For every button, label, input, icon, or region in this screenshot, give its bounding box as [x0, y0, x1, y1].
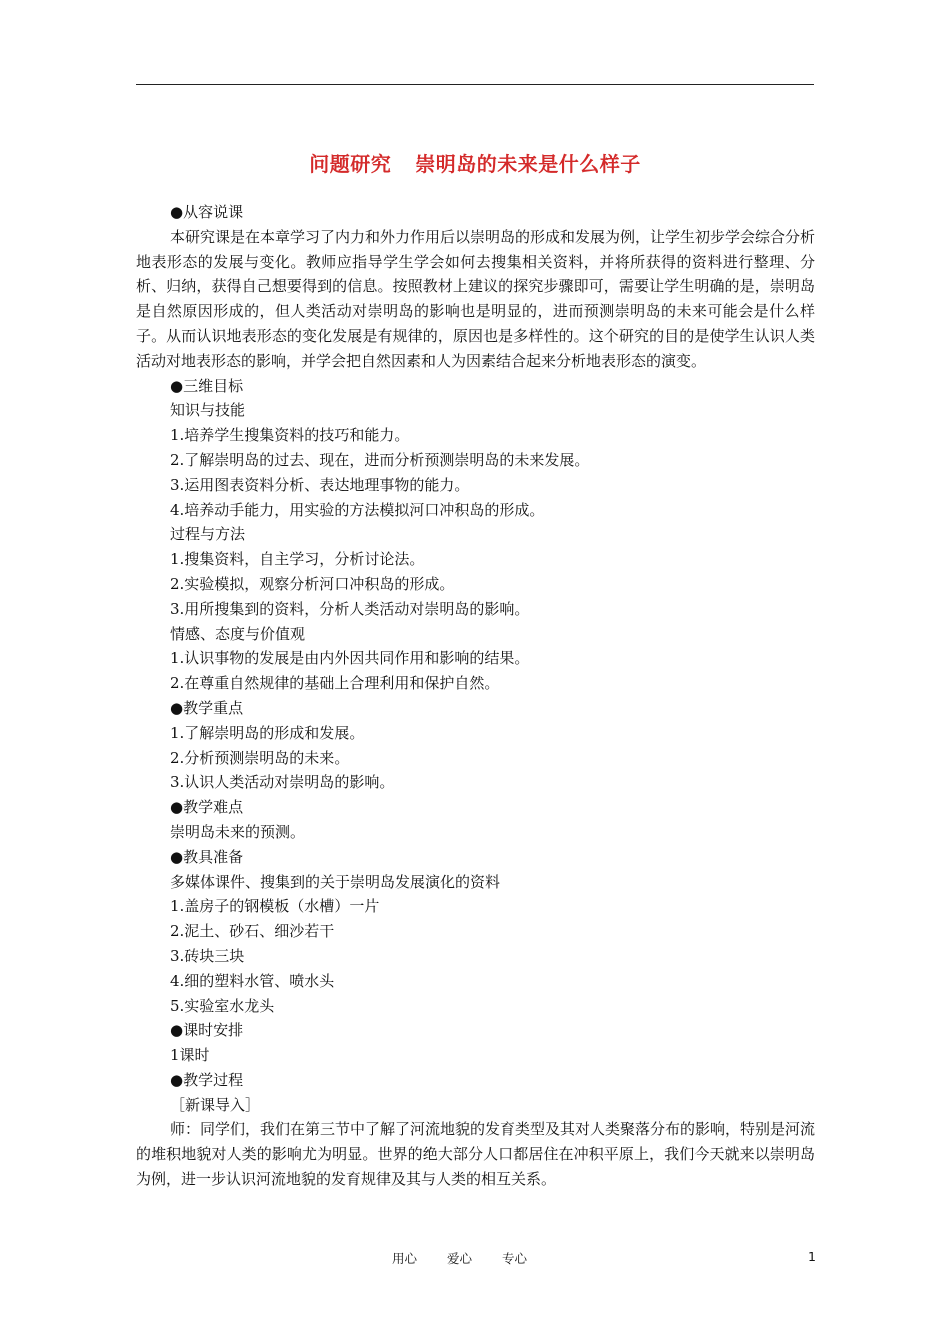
subsection-heading: 情感、态度与价值观 — [170, 624, 306, 643]
title-part-1: 问题研究 — [309, 152, 392, 176]
section-heading: ●三维目标 — [170, 376, 244, 395]
teacher-paragraph: 师：同学们，我们在第三节中了解了河流地貌的发育类型及其对人类聚落分布的影响，特别是河流的堆积地貌对人类的影响尤为明显。世界的绝大部分人口都居住在冲积平原上，我们今天就来以崇明岛为例，进一步认识河流地貌的发育规律及其与人类的相互关系。 — [136, 1120, 816, 1189]
list-item: 1.盖房子的钢模板（水槽）一片 — [170, 897, 380, 916]
document-title — [136, 148, 814, 177]
section-heading: ●从容说课 — [170, 203, 244, 221]
body-text: 1课时 — [170, 1046, 210, 1065]
list-item: 2.分析预测崇明岛的未来。 — [170, 748, 350, 767]
list-item: 2.在尊重自然规律的基础上合理利用和保护自然。 — [170, 674, 500, 693]
body-text: 崇明岛未来的预测。 — [170, 822, 306, 841]
section-heading: ●教具准备 — [170, 847, 244, 866]
list-item: 3.用所搜集到的资料，分析人类活动对崇明岛的影响。 — [170, 599, 530, 618]
list-item: 多媒体课件、搜集到的关于崇明岛发展演化的资料 — [170, 872, 501, 891]
footer-motto — [392, 1249, 557, 1267]
list-item: 3.运用图表资料分析、表达地理事物的能力。 — [170, 475, 470, 494]
section-heading: ●教学重点 — [170, 698, 244, 717]
footer-motto-3: 专心 — [502, 1251, 528, 1266]
list-item: 4.细的塑料水管、喷水头 — [170, 971, 335, 990]
subsection-heading: ［新课导入］ — [170, 1095, 261, 1114]
subsection-heading: 知识与技能 — [170, 401, 246, 420]
section-heading: ●课时安排 — [170, 1021, 244, 1040]
footer-motto-2: 爱心 — [447, 1251, 473, 1266]
header-rule — [136, 84, 814, 85]
page-number: 1 — [808, 1249, 816, 1264]
list-item: 1.搜集资料，自主学习，分析讨论法。 — [170, 550, 425, 569]
list-item: 3.砖块三块 — [170, 946, 245, 965]
list-item: 2.泥土、砂石、细沙若干 — [170, 922, 335, 941]
subsection-heading: 过程与方法 — [170, 525, 246, 544]
list-item: 1.培养学生搜集资料的技巧和能力。 — [170, 426, 410, 445]
list-item: 1.了解崇明岛的形成和发展。 — [170, 723, 365, 742]
list-item: 2.实验模拟，观察分析河口冲积岛的形成。 — [170, 574, 455, 593]
section-heading: ●教学过程 — [170, 1070, 244, 1089]
intro-paragraph: 本研究课是在本章学习了内力和外力作用后以崇明岛的形成和发展为例，让学生初步学会综合分析地表形态的发展与变化。教师应指导学生学会如何去搜集相关资料，并将所获得的资料进行整理、分析、归纳，获得自己想要得到的信息。按照教材上建议的探究步骤即可，需要让学生明确的是，崇明岛是自然原因形成的，但人类活动对崇明岛的影响也是明显的，进而预测崇明岛的未来可能会是什么样子。从而认识地表形态的变化发展是有规律的，原因也是多样性的。这个研究的目的是使学生认识人类活动对地表形态的影响，并学会把自然因素和人为因素结合起来分析地表形态的演变。 — [136, 227, 816, 370]
list-item: 1.认识事物的发展是由内外因共同作用和影响的结果。 — [170, 649, 530, 668]
document-body — [136, 200, 816, 1192]
list-item: 3.认识人类活动对崇明岛的影响。 — [170, 773, 395, 792]
title-part-2: 崇明岛的未来是什么样子 — [415, 152, 641, 176]
section-heading: ●教学难点 — [170, 798, 244, 817]
footer-motto-1: 用心 — [392, 1251, 418, 1266]
list-item: 4.培养动手能力，用实验的方法模拟河口冲积岛的形成。 — [170, 500, 545, 519]
list-item: 2.了解崇明岛的过去、现在，进而分析预测崇明岛的未来发展。 — [170, 450, 590, 469]
list-item: 5.实验室水龙头 — [170, 996, 275, 1015]
